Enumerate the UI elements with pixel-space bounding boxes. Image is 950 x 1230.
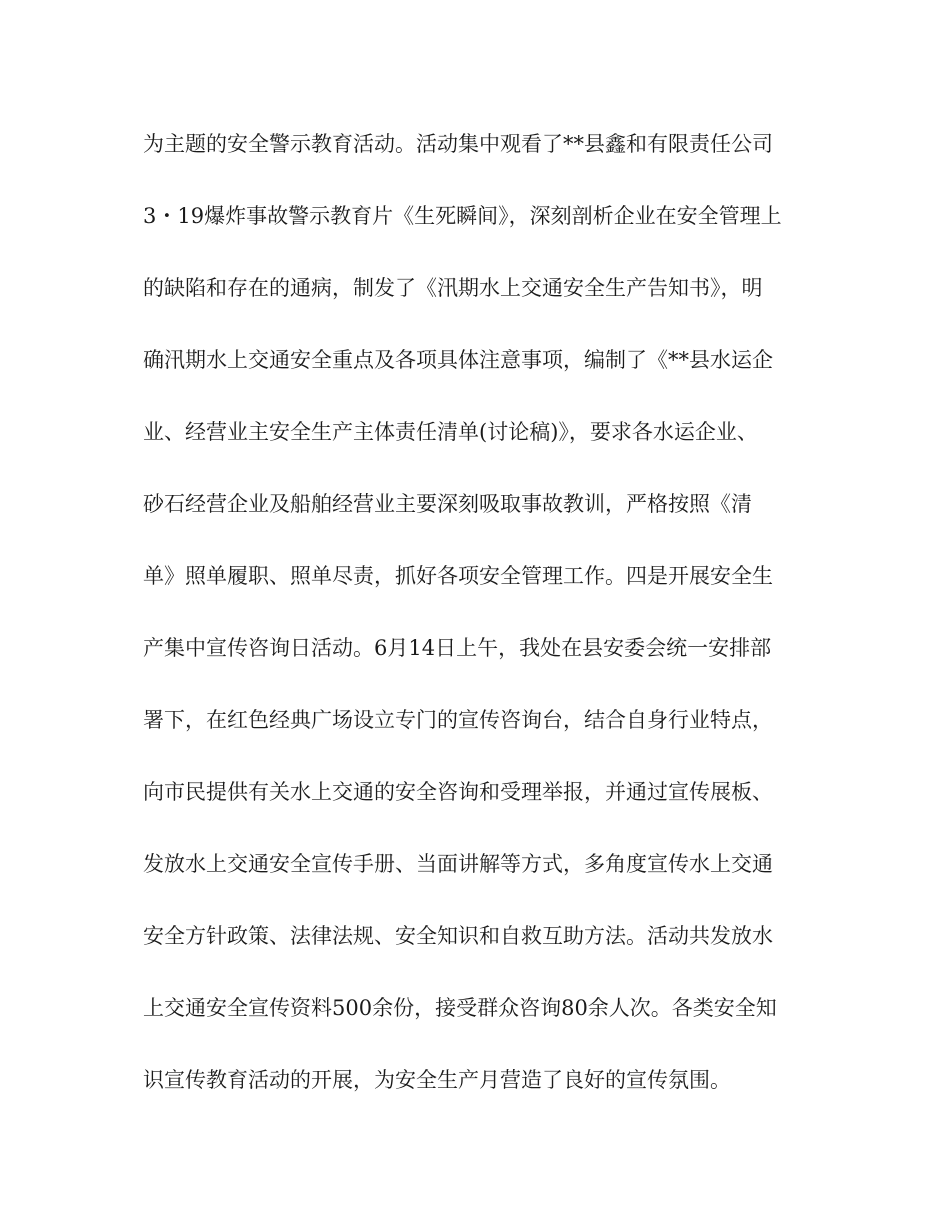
text-line: 的缺陷和存在的通病，制发了《汛期水上交通安全生产告知书》，明 (143, 276, 763, 300)
text-line: 识宣传教育活动的开展，为安全生产月营造了良好的宣传氛围。 (143, 1068, 731, 1092)
text-line: 单》照单履职、照单尽责，抓好各项安全管理工作。四是开展安全生 (143, 564, 773, 588)
text-line: 业、经营业主安全生产主体责任清单(讨论稿)》，要求各水运企业、 (143, 420, 758, 444)
text-line: 砂石经营企业及船舶经营业主要深刻吸取事故教训，严格按照《清 (143, 492, 752, 516)
text-line: 3・19爆炸事故警示教育片《生死瞬间》，深刻剖析企业在安全管理上 (143, 204, 782, 228)
text-line: 上交通安全宣传资料500余份，接受群众咨询80余人次。各类安全知 (143, 996, 777, 1020)
text-line: 产集中宣传咨询日活动。6月14日上午，我处在县安委会统一安排部 (143, 636, 772, 660)
text-line: 署下，在红色经典广场设立专门的宣传咨询台，结合自身行业特点， (143, 708, 773, 732)
text-line: 安全方针政策、法律法规、安全知识和自救互助方法。活动共发放水 (143, 924, 773, 948)
text-line: 发放水上交通安全宣传手册、当面讲解等方式，多角度宣传水上交通 (143, 852, 773, 876)
text-line: 向市民提供有关水上交通的安全咨询和受理举报，并通过宣传展板、 (143, 780, 773, 804)
text-line: 确汛期水上交通安全重点及各项具体注意事项，编制了《**县水运企 (143, 348, 773, 372)
text-line: 为主题的安全警示教育活动。活动集中观看了**县鑫和有限责任公司 (143, 132, 773, 156)
